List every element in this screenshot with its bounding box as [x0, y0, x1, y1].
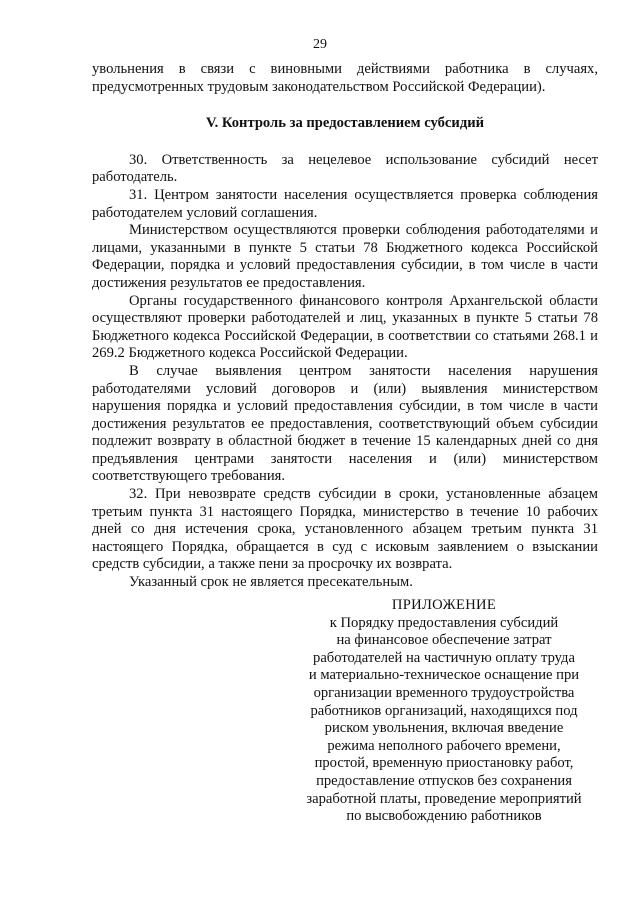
section-title: V. Контроль за предоставлением субсидий	[205, 115, 485, 132]
appendix-line: работодателей на частичную оплату труда	[313, 649, 575, 666]
appendix-line: к Порядку предоставления субсидий	[329, 614, 559, 631]
paragraph-32: 32. При невозврате средств субсидии в сроки, установленные абзацем третьим пункта 31 настоящего Порядка, министерство в течение 10 рабочих дней со дня истечения срока, установленного абзацем третьим пункта 31 настоящего Порядка, обращается в суд с исковым заявлением о взыскании средств субсидии, а также пени за просрочку их возврата.	[92, 486, 598, 573]
appendix-line: режима неполного рабочего времени,	[327, 737, 561, 754]
appendix-line: организации временного трудоустройства	[313, 684, 575, 701]
appendix-line: простой, временную приостановку работ,	[314, 755, 574, 772]
appendix-line: заработной платы, проведение мероприятий	[306, 790, 582, 807]
appendix-line: на финансовое обеспечение затрат	[336, 632, 552, 649]
paragraph-31: 31. Центром занятости населения осуществляется проверка соблюдения работодателем условий соглашения.	[92, 186, 598, 221]
appendix-title: ПРИЛОЖЕНИЕ	[391, 597, 497, 613]
appendix-line: риском увольнения, включая введение	[324, 720, 564, 737]
paragraph-ministry-checks: Министерством осуществляются проверки соблюдения работодателями и лицами, указанными в пункте 5 статьи 78 Бюджетного кодекса Российской Федерации, порядка и условий предоставления субсидии, в том числе в части достижения результатов ее предоставления.	[92, 222, 598, 291]
appendix-line: предоставление отпусков без сохранения	[316, 772, 572, 789]
document-body	[92, 61, 598, 592]
paragraph-violation-return: В случае выявления центром занятости населения нарушения работодателями условий договоров и (или) выявления министерством нарушения порядка и условий предоставления субсидии, в том числе в части достижения результатов ее предоставления, соответствующий объем субсидии подлежит возврату в областной бюджет в течение 15 календарных дней со дня предъявления центрами занятости населения и (или) министерством соответствующего требования.	[92, 362, 598, 485]
appendix-line: по высвобождению работников	[346, 808, 542, 825]
continuation-paragraph: увольнения в связи с виновными действиями работника в случаях, предусмотренных трудовым законодательством Российской Федерации).	[92, 61, 598, 95]
appendix-line: и материально-техническое оснащение при	[308, 667, 580, 684]
paragraph-30: 30. Ответственность за нецелевое использование субсидий несет работодатель.	[92, 151, 598, 186]
appendix-block	[298, 597, 590, 826]
paragraph-financial-control: Органы государственного финансового контроля Архангельской области осуществляют проверки работодателей и лиц, указанных в пункте 5 статьи 78 Бюджетного кодекса Российской Федерации, в соответствии со статьями 268.1 и 269.2 Бюджетного кодекса Российской Федерации.	[92, 292, 598, 362]
page-number: 29	[313, 37, 327, 52]
paragraph-term-note: Указанный срок не является пресекательным.	[129, 574, 413, 591]
appendix-line: работников организаций, находящихся под	[310, 702, 578, 719]
